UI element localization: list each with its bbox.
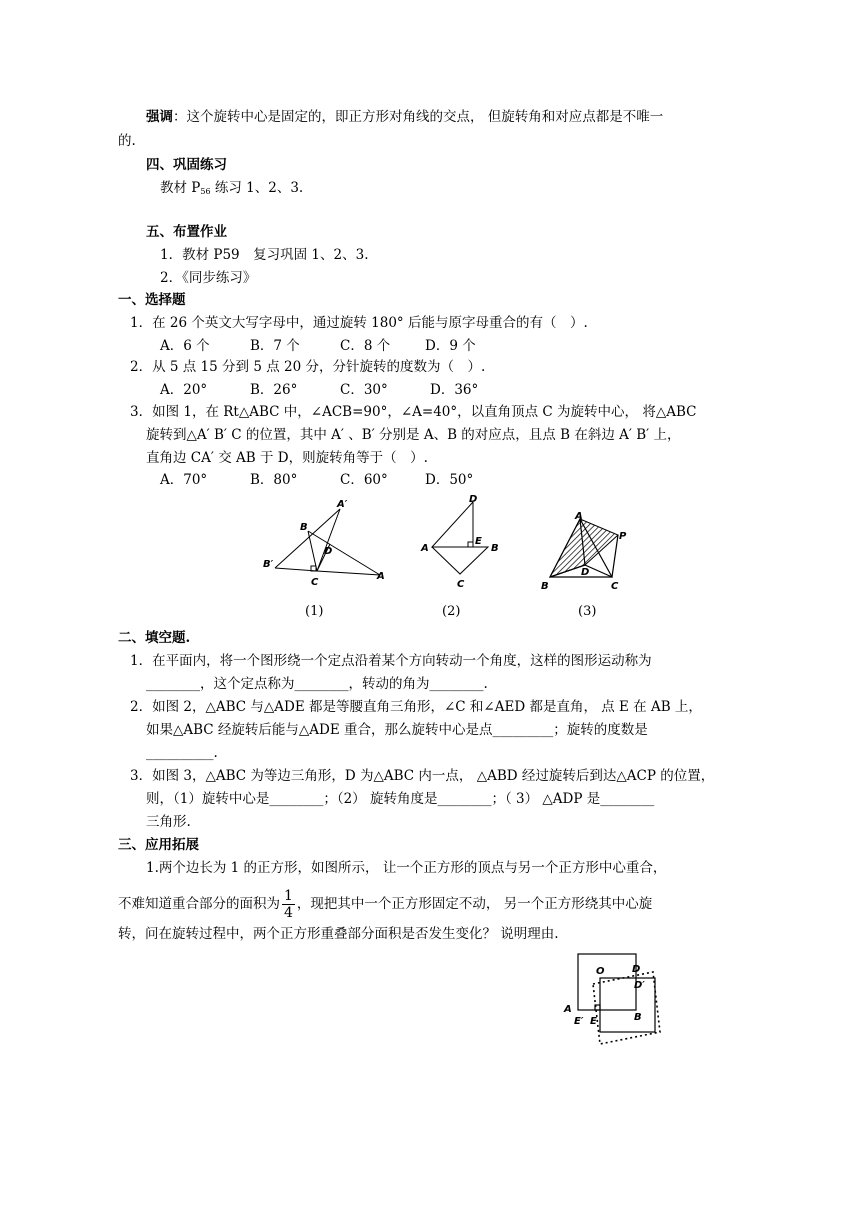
extension-text-b: ，现把其中一个正方形固定不动， 另一个正方形绕其中心旋 — [296, 896, 653, 912]
fig1-label-c: C — [311, 577, 319, 588]
extension-line-2 — [118, 884, 652, 924]
fill-question-3-line-3: 三角形. — [146, 814, 191, 830]
fig4-label-b: B — [634, 1012, 642, 1023]
question-1-2: 2．从 5 点 15 分到 5 点 20 分，分针旋转的度数为（ ）. — [130, 359, 486, 375]
figure-3-caption: (3) — [578, 604, 597, 619]
section-4-title: 四、巩固练习 — [146, 157, 227, 173]
fig1-label-a: A — [377, 571, 385, 582]
page-subscript: 56 — [200, 187, 211, 196]
fig4-label-a: A — [564, 1004, 572, 1015]
section-4-text — [160, 178, 303, 202]
emphasis-text: ：这个旋转中心是固定的，即正方形对角线的交点， 但旋转角和对应点都是不唯一 — [173, 109, 664, 125]
homework-item-1: 1．教材 P59 复习巩固 1、2、3. — [160, 247, 369, 263]
question-1-1-option-b: B．7 个 — [250, 338, 300, 354]
question-1-2-option-d: D．36° — [430, 382, 479, 398]
fraction-one-quarter — [282, 888, 295, 921]
fraction-denominator: 4 — [284, 905, 293, 921]
figure-1 — [255, 495, 395, 595]
question-1-3-option-c: C．60° — [340, 472, 388, 488]
fig4-label-d-prime: D′ — [634, 980, 645, 991]
question-1-1: 1．在 26 个英文大写字母中，通过旋转 180° 后能与原字母重合的有（ ）. — [130, 315, 588, 331]
fig4-label-d: D — [632, 964, 641, 975]
emphasis-line-2: 的. — [118, 133, 136, 149]
fill-question-3-line-2: 则，（1）旋转中心是________；（2） 旋转角度是________；（ 3） △ADP 是________ — [146, 791, 655, 807]
fig3-label-b: B — [541, 581, 549, 592]
fig1-label-d: D — [324, 546, 333, 557]
fill-question-2-line-2: 如果△ABC 经旋转后能与△ADE 重合，那么旋转中心是点_________；旋转的度数是 — [146, 722, 648, 738]
textbook-ref: 教材 P — [160, 180, 201, 196]
fig4-label-e: E — [590, 1016, 597, 1027]
figure-3 — [535, 505, 635, 595]
fill-question-3-line-1: 3．如图 3，△ABC 为等边三角形，D 为△ABC 内一点， △ABD 经过旋转后到达△ACP 的位置， — [130, 768, 715, 784]
part-1-title: 一、选择题 — [118, 292, 186, 308]
question-1-1-option-d: D．9 个 — [425, 338, 476, 354]
question-1-3-line-2: 旋转到△A′ B′ C 的位置，其中 A′ 、B′ 分别是 A、B 的对应点，且点 B 在斜边 A′ B′ 上， — [146, 427, 681, 443]
question-1-2-option-c: C．30° — [340, 382, 388, 398]
question-1-3-line-1: 3．如图 1，在 Rt△ABC 中，∠ACB=90°，∠A=40°，以直角顶点 C 为旋转中心， 将△ABC — [130, 404, 697, 420]
figure-2 — [415, 490, 510, 595]
question-1-1-option-a: A．6 个 — [160, 338, 210, 354]
fraction-numerator: 1 — [284, 888, 293, 904]
fill-question-2-line-3: __________. — [146, 745, 218, 761]
question-1-2-option-b: B．26° — [250, 382, 298, 398]
fig2-label-a: A — [421, 543, 429, 554]
fig4-label-o: O — [596, 966, 605, 977]
figure-2-caption: (2) — [442, 604, 461, 619]
fig3-label-a: A — [575, 511, 583, 522]
fig1-label-b-prime: B′ — [263, 559, 274, 570]
fig3-label-c: C — [611, 581, 619, 592]
extension-line-1: 1.两个边长为 1 的正方形，如图所示， 让一个正方形的顶点与另一个正方形中心重合， — [146, 860, 667, 876]
fig2-label-e: E — [475, 536, 482, 547]
fill-question-1-line-1: 1．在平面内，将一个图形绕一个定点沿着某个方向转动一个角度，这样的图形运动称为 — [130, 653, 652, 669]
fig4-label-e-prime: E′ — [574, 1016, 584, 1027]
extension-text-a: 不难知道重合部分的面积为 — [118, 896, 280, 912]
fig1-label-a-prime: A′ — [337, 499, 348, 510]
fig3-label-d: D — [581, 567, 590, 578]
question-1-1-option-c: C．8 个 — [340, 338, 391, 354]
fig2-label-c: C — [457, 579, 465, 590]
question-1-3-option-b: B．80° — [250, 472, 298, 488]
question-1-3-option-d: D．50° — [425, 472, 474, 488]
fill-question-2-line-1: 2．如图 2，△ABC 与△ADE 都是等腰直角三角形，∠C 和∠AED 都是直角， 点 E 在 AB 上， — [130, 699, 702, 715]
homework-item-2: 2．《同步练习》 — [160, 270, 257, 286]
exercise-ref: 练习 1、2、3. — [210, 180, 304, 196]
extension-line-3: 转，问在旋转过程中，两个正方形重叠部分面积是否发生变化？ 说明理由. — [118, 926, 559, 942]
fig3-label-p: P — [619, 531, 627, 542]
question-1-2-option-a: A．20° — [160, 382, 208, 398]
figure-4-squares — [560, 950, 670, 1050]
fig2-label-d: D — [469, 494, 478, 505]
part-3-title: 三、应用拓展 — [118, 837, 199, 853]
fill-question-1-line-2: ________，这个定点称为________，转动的角为________. — [146, 676, 488, 692]
part-2-title: 二、填空题. — [118, 630, 191, 646]
question-1-3-line-3: 直角边 CA′ 交 AB 于 D，则旋转角等于（ ）. — [146, 450, 428, 466]
emphasis-label: 强调 — [146, 109, 173, 125]
fig1-label-b: B — [300, 522, 308, 533]
emphasis-line-1 — [146, 107, 663, 127]
figure-1-caption: (1) — [305, 604, 324, 619]
fig2-label-b: B — [491, 543, 499, 554]
section-5-title: 五、布置作业 — [146, 224, 227, 240]
question-1-3-option-a: A．70° — [160, 472, 208, 488]
